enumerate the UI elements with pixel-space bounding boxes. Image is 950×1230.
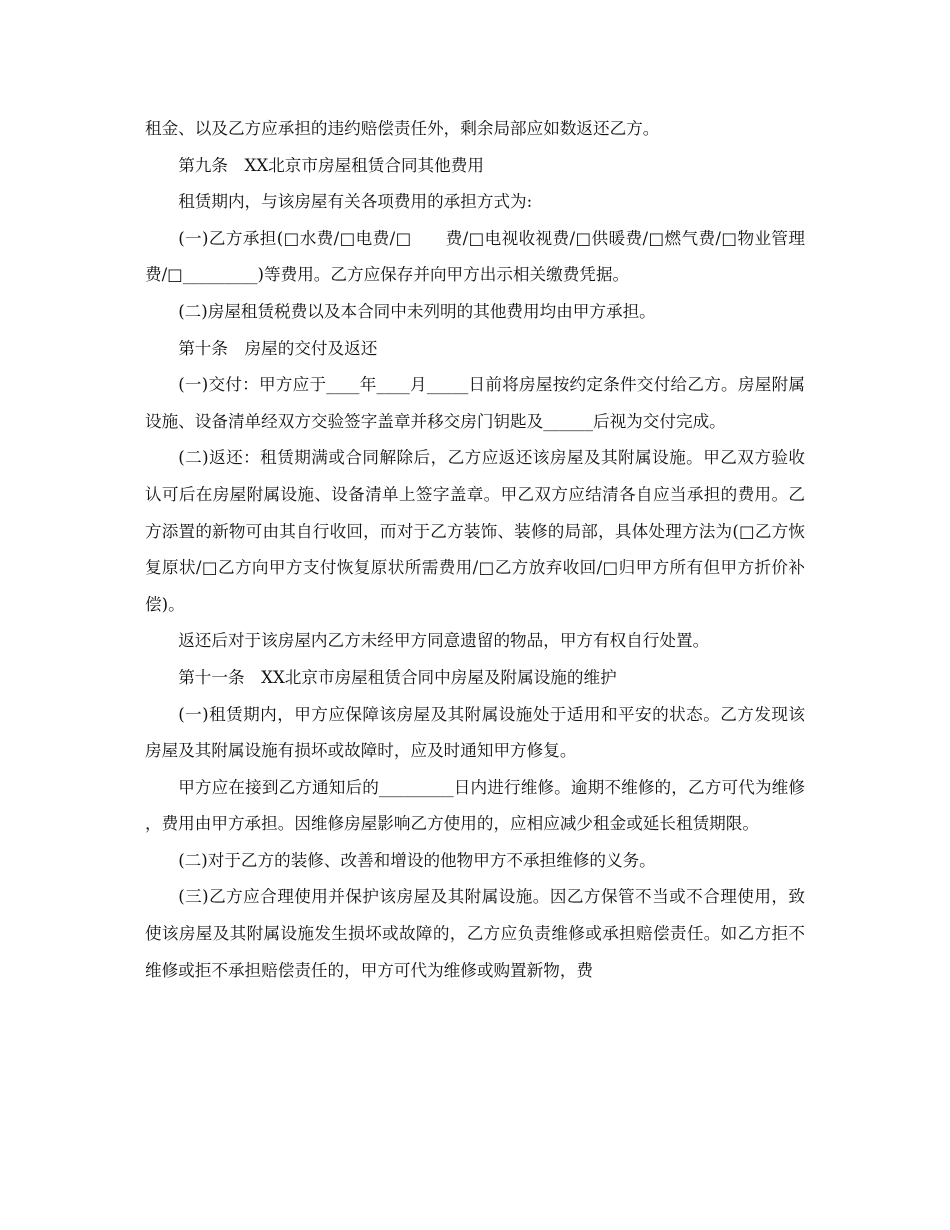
document-body — [145, 111, 805, 989]
paragraph: (一)租赁期内，甲方应保障该房屋及其附属设施处于适用和平安的状态。乙方发现该房屋及其附属设施有损坏或故障时，应及时通知甲方修复。 — [145, 704, 805, 761]
paragraph: (一)乙方承担(□水费/□电费/□ 费/□电视收视费/□供暖费/□燃气费/□物业管理费/□_________)等费用。乙方应保存并向甲方出示相关缴费凭据。 — [145, 228, 805, 285]
paragraph: (二)返还：租赁期满或合同解除后，乙方应返还该房屋及其附属设施。甲乙双方验收认可后在房屋附属设施、设备清单上签字盖章。甲乙双方应结清各自应当承担的费用。乙方添置的新物可由其自行收回，而对于乙方装饰、装修的局部，具体处理方法为(□乙方恢复原状/□乙方向甲方支付恢复原状所需费用/□乙方放弃收回/□归甲方所有但甲方折价补偿)。 — [145, 448, 805, 614]
paragraph: (一)交付：甲方应于____年____月_____日前将房屋按约定条件交付给乙方。房屋附属设施、设备清单经双方交验签字盖章并移交房门钥匙及______后视为交付完成。 — [145, 375, 805, 431]
article-11-heading: 第十一条 XX北京市房屋租赁合同中房屋及附属设施的维护 — [178, 667, 617, 687]
paragraph: 返还后对于该房屋内乙方未经甲方同意遗留的物品，甲方有权自行处置。 — [178, 631, 710, 651]
paragraph-continuation: 租金、以及乙方应承担的违约赔偿责任外，剩余局部应如数返还乙方。 — [145, 119, 660, 138]
paragraph: 租赁期内，与该房屋有关各项费用的承担方式为: — [178, 192, 533, 212]
paragraph: 甲方应在接到乙方通知后的_________日内进行维修。逾期不维修的，乙方可代为维修，费用由甲方承担。因维修房屋影响乙方使用的，应相应减少租金或延长租赁期限。 — [145, 777, 805, 834]
paragraph: (二)对于乙方的装修、改善和增设的他物甲方不承担维修的义务。 — [178, 850, 656, 870]
paragraph: (三)乙方应合理使用并保护该房屋及其附属设施。因乙方保管不当或不合理使用，致使该房屋及其附属设施发生损坏或故障的，乙方应负责维修或承担赔偿责任。如乙方拒不维修或拒不承担赔偿责任的，甲方可代为维修或购置新物，费 — [145, 887, 805, 980]
article-9-heading: 第九条 XX北京市房屋租赁合同其他费用 — [178, 155, 484, 175]
paragraph: (二)房屋租赁税费以及本合同中未列明的其他费用均由甲方承担。 — [178, 301, 656, 321]
article-10-heading: 第十条 房屋的交付及返还 — [178, 338, 378, 358]
